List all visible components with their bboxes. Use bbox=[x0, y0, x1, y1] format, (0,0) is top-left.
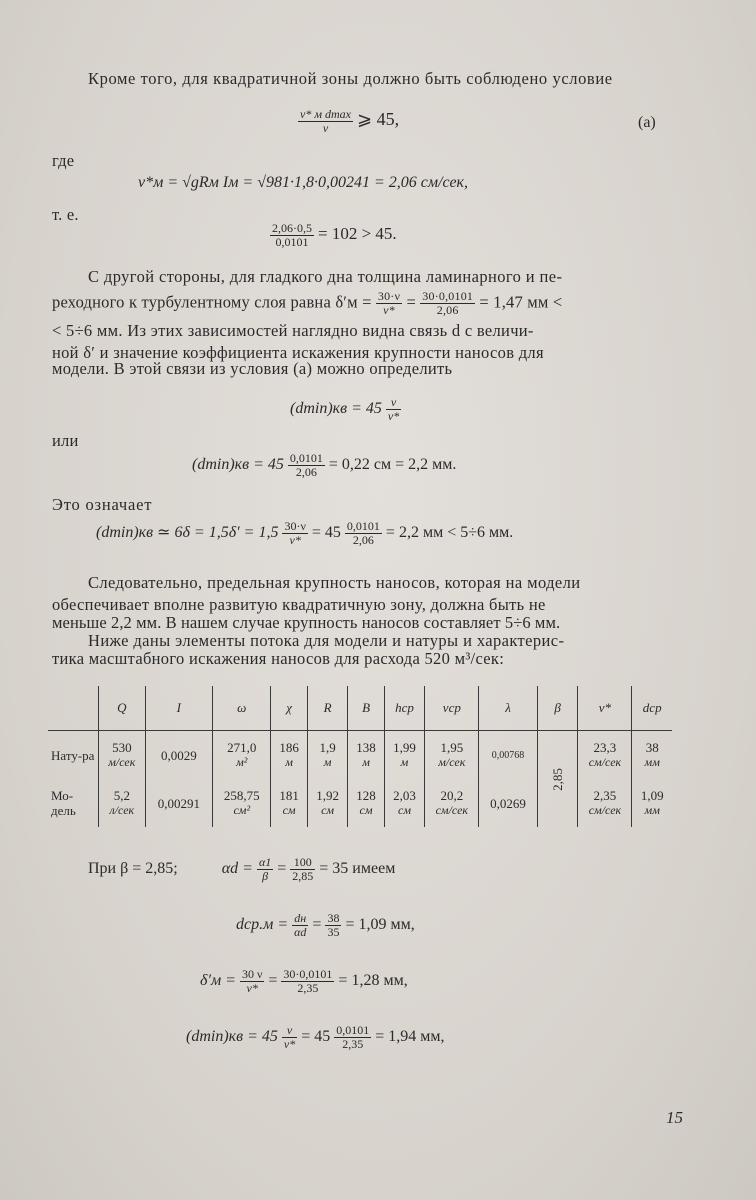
table-cell bbox=[578, 731, 632, 780]
table-header-cell: R bbox=[307, 686, 348, 731]
table-cell bbox=[213, 731, 271, 780]
ili-label: или bbox=[52, 431, 79, 450]
eq-dmin3-rhs: = 2,2 мм < 5÷6 мм. bbox=[385, 524, 514, 542]
beta-value: 2,85 bbox=[550, 767, 566, 791]
eq-delta-rhs: = 1,28 мм, bbox=[338, 972, 408, 990]
te-label: т. е. bbox=[52, 205, 79, 224]
table-header-empty bbox=[48, 686, 99, 731]
eq-dmin4-den2: 2,35 bbox=[342, 1037, 364, 1051]
table-cell-beta bbox=[537, 731, 578, 828]
paragraph-1 bbox=[88, 68, 668, 90]
cell-value: 258,75 bbox=[223, 788, 260, 803]
eq-dmin4-rhs: = 1,94 мм, bbox=[375, 1028, 445, 1046]
paragraph-2-line-4: ной δ′ и значение коэффициента искажения крупности наносов для bbox=[52, 343, 544, 362]
eq-check-num: 2,06·0,5 bbox=[272, 221, 312, 235]
eq-a-num: v* м dmax bbox=[300, 107, 351, 121]
equation-v-star: v*м = √gRм Iм = √981·1,8·0,00241 = 2,06 см/сек, bbox=[138, 174, 469, 191]
cell-value: 271,0 bbox=[227, 740, 257, 755]
eq-beta-pre: При β = 2,85; bbox=[88, 860, 178, 878]
where-label: где bbox=[52, 151, 75, 170]
eq-dsr-den2: 35 bbox=[327, 925, 340, 939]
eq-delta-num2: 30·0,0101 bbox=[283, 967, 333, 981]
cell-unit: см bbox=[359, 803, 373, 817]
cell-value: 186 bbox=[279, 740, 299, 755]
table-cell bbox=[384, 731, 425, 780]
equation-dmin-4 bbox=[186, 1024, 445, 1051]
cell-unit: м² bbox=[236, 755, 248, 769]
table-row bbox=[48, 731, 672, 780]
eq-a-rhs: ⩾ 45, bbox=[356, 109, 400, 130]
eq-dmin4-num2: 0,0101 bbox=[336, 1023, 370, 1037]
paragraph-2-line-2: реходного к турбулентному слоя равна δ′м = $\frac{30\cdot\nu}{v*}$ = $\frac{30\cdot 0,0101}{2,06}$ = 1,47 мм < bbox=[52, 289, 563, 317]
eq-dmin3-den1: v* bbox=[289, 533, 301, 547]
table-cell bbox=[348, 779, 384, 827]
table-header-cell: v* bbox=[578, 686, 632, 731]
para2-l2-post: = 1,47 мм < bbox=[479, 292, 563, 312]
equation-dmin-1 bbox=[290, 396, 401, 423]
table-cell bbox=[632, 731, 672, 780]
cell-value: 1,09 bbox=[640, 788, 664, 803]
cell-value: 2,35 bbox=[593, 788, 617, 803]
equation-dmin-3 bbox=[96, 520, 513, 547]
cell-value: 0,0029 bbox=[160, 747, 197, 763]
eto-label: Это означает bbox=[52, 495, 153, 514]
eq-delta-lhs: δ′м = bbox=[200, 972, 236, 990]
eq-beta-num1: α1 bbox=[258, 855, 272, 869]
table-cell bbox=[271, 779, 307, 827]
table-cell bbox=[213, 779, 271, 827]
cell-value: 20,2 bbox=[440, 788, 464, 803]
eq-beta-num2: 100 bbox=[290, 856, 315, 870]
eq-delta-den1: v* bbox=[246, 981, 258, 995]
cell-unit: см/сек bbox=[435, 803, 469, 817]
eq-dmin2-rhs: = 0,22 см = 2,2 мм. bbox=[328, 456, 457, 474]
equation-beta: При β = 2,85; αd = $\frac{\alpha 1}{\beta}$ = $\frac{100}{2,85}$ = 35 имеем bbox=[88, 855, 396, 883]
cell-value: 0,00768 bbox=[491, 749, 525, 761]
cell-unit: см² bbox=[233, 803, 251, 817]
para2-f1-den: v* bbox=[383, 303, 395, 317]
cell-unit: м bbox=[362, 755, 370, 769]
cell-value: 1,95 bbox=[440, 740, 464, 755]
table-cell bbox=[348, 731, 384, 780]
eq-beta-den2: 2,85 bbox=[292, 869, 314, 883]
eq-dsr-lhs: dср.м = bbox=[236, 916, 289, 934]
eq-dsr-num2: 38 bbox=[327, 911, 340, 925]
eq-dmin2-den: 2,06 bbox=[295, 465, 317, 479]
eq-dmin4-mid: = 45 bbox=[301, 1028, 331, 1046]
table-header-cell: I bbox=[145, 686, 212, 731]
equation-a bbox=[298, 108, 399, 135]
cell-value: 5,2 bbox=[113, 788, 130, 803]
table-header-cell: dср bbox=[632, 686, 672, 731]
cell-value: 138 bbox=[356, 740, 376, 755]
cell-value: 0,00291 bbox=[157, 795, 200, 811]
table-cell bbox=[425, 779, 479, 827]
eq-dmin3-lhs: (dmin)кв ≃ 6δ = 1,5δ′ = 1,5 bbox=[96, 524, 279, 542]
row-label: Мо-дель bbox=[51, 788, 76, 818]
cell-unit: м bbox=[400, 755, 409, 769]
table-cell bbox=[99, 731, 146, 780]
paragraph-2-line-3: < 5÷6 мм. Из этих зависимостей наглядно видна связь d с величи- bbox=[52, 321, 534, 340]
paragraph-3-line-2: обеспечивает вполне развитую квадратичную зону, должна быть не bbox=[52, 595, 546, 614]
eq-beta-lhs: αd = bbox=[221, 860, 253, 878]
equation-check bbox=[270, 222, 397, 249]
paragraph-1-text: Кроме того, для квадратичной зоны должно быть соблюдено условие bbox=[88, 69, 613, 88]
cell-unit: м/сек bbox=[108, 755, 136, 769]
eq-dmin1-lhs: (dmin)кв = 45 bbox=[290, 400, 382, 418]
table-cell bbox=[425, 731, 479, 780]
cell-unit: м/сек bbox=[438, 755, 466, 769]
eq-check-rhs: = 102 > 45. bbox=[318, 224, 397, 244]
paragraph-2-line-1: С другой стороны, для гладкого дна толщина ламинарного и пе- bbox=[88, 267, 563, 286]
cell-unit: м bbox=[323, 755, 332, 769]
cell-unit: мм bbox=[644, 755, 660, 769]
table-cell bbox=[145, 731, 212, 780]
eq-dmin3-den2: 2,06 bbox=[352, 533, 374, 547]
eq-check-den: 0,0101 bbox=[275, 235, 309, 249]
cell-unit: мм bbox=[644, 803, 660, 817]
eq-dmin3-num1: 30·ν bbox=[284, 519, 306, 533]
table-header-row bbox=[48, 686, 672, 731]
table-header-cell: Q bbox=[99, 686, 146, 731]
equation-delta: δ′м = $\frac{30 \nu}{v*}$ = $\frac{30\cdot 0,0101}{2,35}$ = 1,28 мм, bbox=[200, 967, 408, 995]
table-cell bbox=[632, 779, 672, 827]
equation-tag: (a) bbox=[638, 114, 656, 131]
flow-elements-table bbox=[48, 686, 672, 827]
row-label: Нату-ра bbox=[51, 747, 95, 763]
page-number: 15 bbox=[666, 1108, 683, 1127]
eq-dmin1-den: v* bbox=[387, 409, 400, 423]
cell-unit: см/сек bbox=[588, 803, 622, 817]
table-cell bbox=[479, 731, 537, 780]
cell-value: 23,3 bbox=[593, 740, 617, 755]
paragraph-4-line-1: Ниже даны элементы потока для модели и натуры и характерис- bbox=[88, 631, 565, 650]
table-cell bbox=[271, 731, 307, 780]
cell-value: 1,99 bbox=[393, 740, 416, 755]
para2-l2-pre: реходного к турбулентному слоя равна δ′м = bbox=[52, 292, 372, 312]
cell-unit: см/сек bbox=[588, 755, 622, 769]
para2-f2-den: 2,06 bbox=[436, 303, 459, 317]
para2-f2-num: 30·0,0101 bbox=[422, 289, 474, 303]
table-header-cell: vср bbox=[425, 686, 479, 731]
table-header-cell: hср bbox=[384, 686, 425, 731]
paragraph-3-line-1: Следовательно, предельная крупность наносов, которая на модели bbox=[88, 573, 581, 592]
para2-f1-num: 30·ν bbox=[377, 289, 401, 303]
cell-unit: см bbox=[321, 803, 335, 817]
cell-value: 0,0269 bbox=[490, 795, 526, 811]
eq-dmin2-lhs: (dmin)кв = 45 bbox=[192, 456, 284, 474]
cell-unit: см bbox=[398, 803, 411, 817]
cell-unit: м bbox=[285, 755, 293, 769]
cell-value: 2,03 bbox=[393, 788, 416, 803]
eq-dmin4-num1: ν bbox=[282, 1024, 297, 1038]
table-cell bbox=[145, 779, 212, 827]
cell-value: 128 bbox=[356, 788, 376, 803]
eq-a-den: ν bbox=[322, 121, 329, 135]
cell-value: 1,9 bbox=[319, 740, 336, 755]
table-header-cell: β bbox=[537, 686, 578, 731]
table-header-cell: λ bbox=[479, 686, 537, 731]
cell-value: 181 bbox=[279, 788, 299, 803]
cell-value: 38 bbox=[645, 740, 659, 755]
eq-dmin3-mid: = 45 bbox=[311, 524, 341, 542]
eq-delta-den2: 2,35 bbox=[297, 981, 319, 995]
paragraph-4-line-2: тика масштабного искажения наносов для расхода 520 м³/сек: bbox=[52, 649, 505, 668]
eq-dsr-num1: dн bbox=[292, 912, 308, 926]
cell-value: 530 bbox=[112, 740, 132, 755]
eq-delta-num1: 30 ν bbox=[241, 967, 263, 981]
table-cell bbox=[578, 779, 632, 827]
cell-value: 1,92 bbox=[316, 788, 339, 803]
equation-dmin-2 bbox=[192, 452, 456, 479]
eq-dsr-den1: αd bbox=[294, 925, 307, 939]
table-cell bbox=[307, 779, 348, 827]
table-cell bbox=[307, 731, 348, 780]
paragraph-3-line-3: меньше 2,2 мм. В нашем случае крупность наносов составляет 5÷6 мм. bbox=[52, 613, 561, 632]
table-header-cell: χ bbox=[271, 686, 307, 731]
eq-beta-den1: β bbox=[262, 869, 269, 883]
eq-dmin4-lhs: (dmin)кв = 45 bbox=[186, 1028, 278, 1046]
cell-unit: см bbox=[282, 803, 296, 817]
table-cell bbox=[99, 779, 146, 827]
table-cell bbox=[479, 779, 537, 827]
table-header-cell: B bbox=[348, 686, 384, 731]
eq-dmin4-den1: v* bbox=[283, 1037, 296, 1051]
table-cell bbox=[384, 779, 425, 827]
eq-dmin1-num: ν bbox=[386, 396, 401, 410]
eq-dmin2-num: 0,0101 bbox=[289, 451, 323, 465]
table-header-cell: ω bbox=[213, 686, 271, 731]
paragraph-2-line-5: модели. В этой связи из условия (a) можно определить bbox=[52, 359, 453, 378]
eq-dmin3-num2: 0,0101 bbox=[346, 519, 380, 533]
equation-dsr: dср.м = $\frac{dн}{\alpha d}$ = $\frac{38}{35}$ = 1,09 мм, bbox=[236, 911, 415, 939]
eq-dsr-rhs: = 1,09 мм, bbox=[345, 916, 415, 934]
eq-beta-rhs: = 35 имеем bbox=[319, 860, 396, 878]
cell-unit: л/сек bbox=[109, 803, 135, 817]
table-row bbox=[48, 779, 672, 827]
